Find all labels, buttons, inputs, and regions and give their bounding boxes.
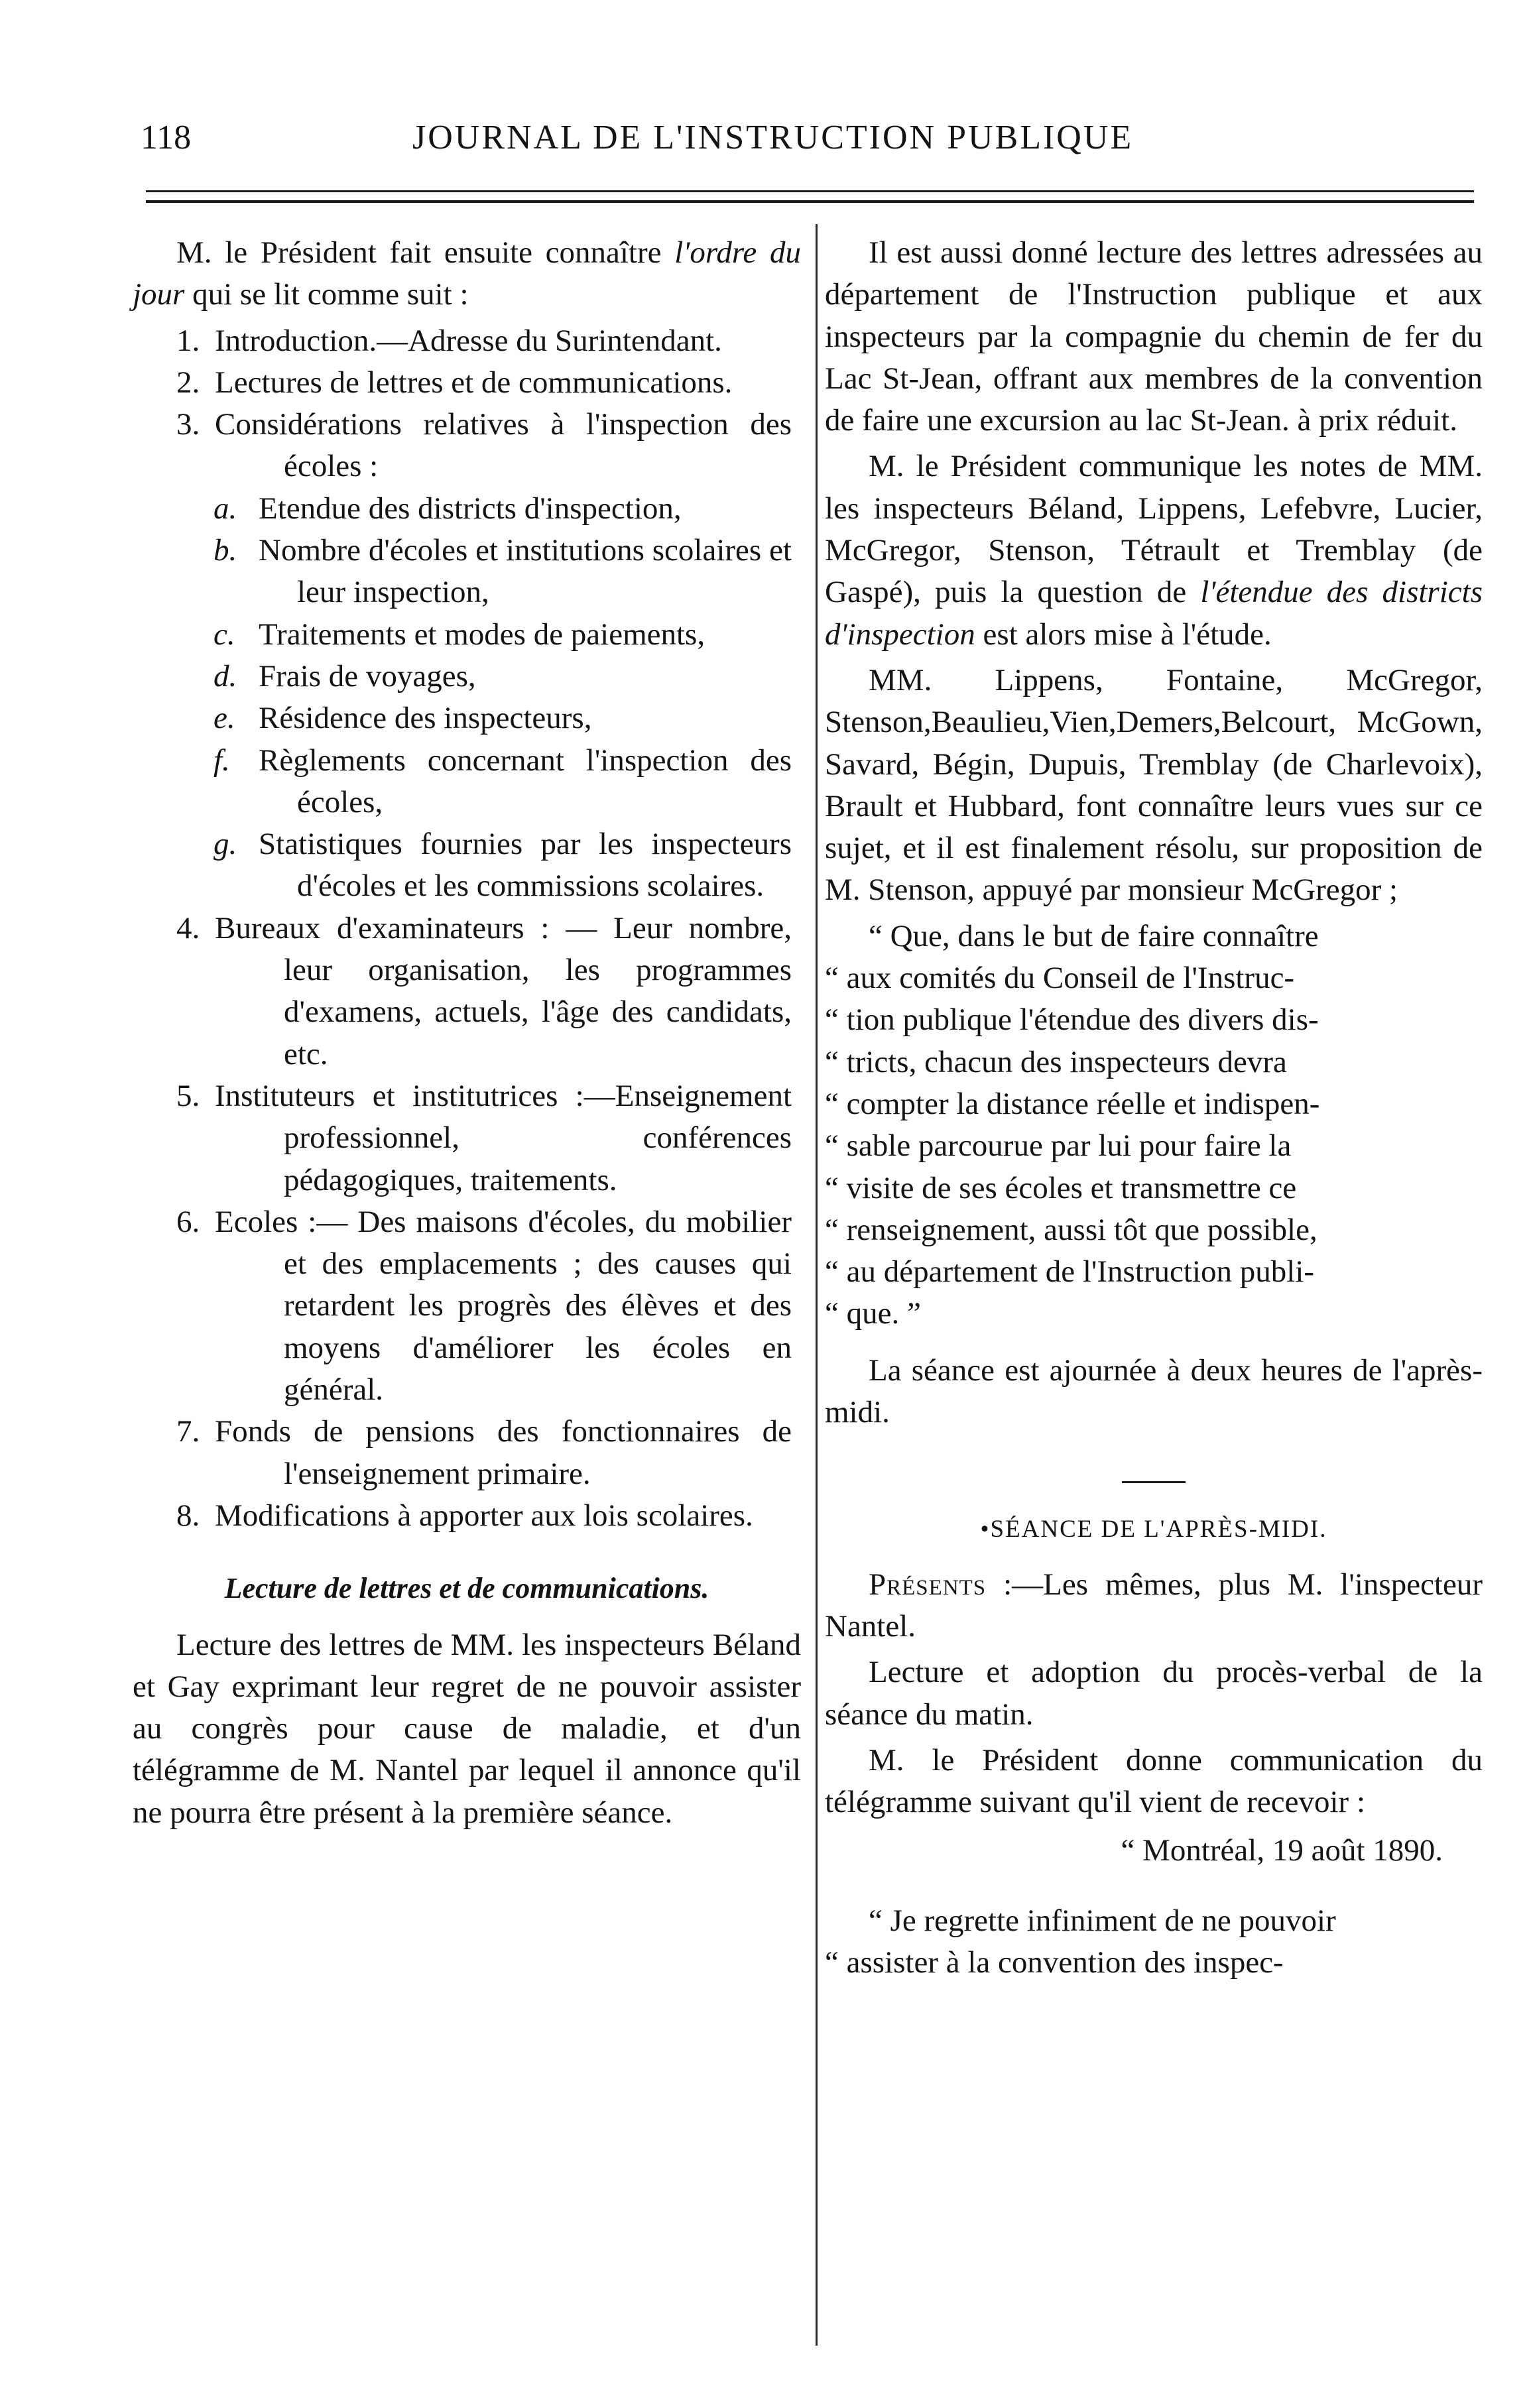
paragraph-minutes: Lecture et adoption du procès-verbal de la séance du matin. [825, 1655, 1483, 1732]
resolution-line: “ sable parcourue par lui pour faire la [825, 1128, 1292, 1164]
agenda-text: Introduction.—Adresse du Surintendant. [215, 323, 722, 358]
header-rule-top [146, 190, 1474, 192]
left-column [133, 232, 801, 1838]
agenda-item [133, 1411, 801, 1495]
agenda-subitem [133, 488, 801, 530]
agenda-sub-text: Etendue des districts d'inspection, [259, 491, 682, 526]
agenda-number: 6. [176, 1204, 200, 1239]
afternoon-session-heading: •SÉANCE DE L'APRÈS-MIDI. [980, 1516, 1327, 1543]
agenda-item [133, 1075, 801, 1201]
telegram-quote-line: “ Je regrette infiniment de ne pouvoir [869, 1903, 1336, 1938]
journal-title: JOURNAL DE L'INSTRUCTION PUBLIQUE [412, 119, 1134, 156]
resolution-line: “ renseignement, aussi tôt que possible, [825, 1212, 1317, 1247]
agenda-subitem [133, 530, 801, 614]
agenda-text: Lectures de lettres et de communications. [215, 365, 733, 400]
agenda-sub-text: Traitements et modes de paiements, [259, 617, 705, 652]
agenda-sub-letter: b. [214, 533, 237, 568]
paragraph-telegram-intro: M. le Président donne communication du télégramme suivant qu'il vient de recevoir : [825, 1742, 1483, 1820]
agenda-number: 1. [176, 323, 200, 358]
agenda-sub-letter: d. [214, 658, 237, 693]
agenda-text: Instituteurs et institutrices :—Enseignement professionnel, conférences pédagogiques, traitements. [215, 1078, 792, 1197]
paragraph-letters-railway: Il est aussi donné lecture des lettres adressées au département de l'Instruction publique et aux inspecteurs par la compagnie du chemin de fer du Lac St-Jean, offrant aux membres de la convention de faire une excursion au lac St-Jean. à prix réduit. [825, 235, 1483, 438]
agenda-sub-text: Frais de voyages, [259, 658, 476, 693]
resolution-line: “ au département de l'Instruction publi- [825, 1254, 1315, 1290]
agenda-number: 7. [176, 1414, 200, 1449]
page-number: 118 [141, 119, 192, 156]
agenda-sub-letter: e. [214, 701, 235, 736]
notes-emphasis: l'étendue des districts d'inspection [825, 575, 1483, 652]
agenda-sub-letter: c. [214, 617, 235, 652]
agenda-item [133, 1201, 801, 1411]
agenda-text: Bureaux d'examinateurs : — Leur nombre, leur organisation, les programmes d'examens, actuels, l'âge des candidats, etc. [215, 910, 792, 1071]
running-head [141, 118, 1467, 164]
agenda-sub-letter: f. [214, 743, 230, 778]
agenda-sub-text: Règlements concernant l'inspection des écoles, [259, 743, 792, 819]
section-heading: Lecture de lettres et de communications. [224, 1572, 709, 1605]
presents-label: Présents [869, 1567, 987, 1602]
agenda-text: Considérations relatives à l'inspection des écoles : [215, 407, 792, 484]
agenda-item [133, 908, 801, 1075]
agenda-sub-letter: g. [214, 827, 237, 862]
telegram-quote-line: “ assister à la convention des inspec- [825, 1945, 1284, 1980]
resolution-line: “ compter la distance réelle et indispen- [825, 1086, 1320, 1121]
agenda-sub-text: Nombre d'écoles et institutions scolaires et leur inspection, [259, 533, 792, 610]
agenda-subitem [133, 740, 801, 824]
agenda-sub-text: Résidence des inspecteurs, [259, 701, 592, 736]
agenda-sub-text: Statistiques fournies par les inspecteurs d'écoles et les commissions scolaires. [259, 827, 792, 904]
resolution-line: “ que. ” [825, 1296, 921, 1331]
agenda-text: Fonds de pensions des fonctionnaires de l'enseignement primaire. [215, 1414, 792, 1491]
resolution-quote [825, 916, 1483, 1335]
agenda-item [133, 404, 801, 488]
paragraph-adjournment: La séance est ajournée à deux heures de l'après-midi. [825, 1353, 1483, 1430]
agenda-number: 2. [176, 365, 200, 400]
agenda-item [133, 362, 801, 404]
presents-text: :—Les mêmes, plus M. l'inspecteur Nantel. [825, 1567, 1483, 1644]
right-column [825, 232, 1483, 1984]
column-divider [816, 224, 818, 2346]
notes-text-end: est alors mise à l'étude. [975, 617, 1272, 652]
resolution-line: “ tion publique l'étendue des divers dis- [825, 1002, 1319, 1038]
letters-paragraph: Lecture des lettres de MM. les inspecteurs Béland et Gay exprimant leur regret de ne pouvoir assister au congrès pour cause de maladie, et d'un télégramme de M. Nantel par lequel il annonce qu'il ne pourra être présent à la première séance. [133, 1627, 801, 1830]
intro-line: M. le Président fait ensuite connaître [176, 235, 662, 270]
notes-text: M. le Président communique les notes de MM. les inspecteurs Béland, Lippens, Lefebvre, Lucier, McGregor, Stenson, Tétrault et Tremblay (de Gaspé), puis la question de [825, 449, 1483, 610]
paragraph-discussion: MM. Lippens, Fontaine, McGregor, Stenson,Beaulieu,Vien,Demers,Belcourt, McGown, Savard, Bégin, Dupuis, Tremblay (de Charlevoix), Brault et Hubbard, font connaître leurs vues sur ce sujet, et il est finalement résolu, sur proposition de M. Stenson, appuyé par monsieur McGregor ; [825, 662, 1483, 908]
agenda-item [133, 320, 801, 362]
section-divider [1122, 1481, 1186, 1483]
telegram-dateline: “ Montréal, 19 août 1890. [1121, 1833, 1443, 1868]
agenda-subitem [133, 614, 801, 656]
paragraph-presents [825, 1564, 1483, 1648]
agenda-text: Ecoles :— Des maisons d'écoles, du mobilier et des emplacements ; des causes qui retardent les progrès des élèves et des moyens d'améliorer les écoles en général. [215, 1204, 792, 1408]
intro-emphasis: l'ordre du jour [133, 235, 801, 312]
intro-rest: qui se lit comme suit : [184, 277, 469, 312]
agenda-list [133, 320, 801, 1537]
agenda-item [133, 1495, 801, 1537]
agenda-subitem [133, 697, 801, 739]
agenda-sub-letter: a. [214, 491, 237, 526]
agenda-text: Modifications à apporter aux lois scolaires. [215, 1498, 753, 1533]
resolution-line: “ Que, dans le but de faire connaître [869, 918, 1319, 953]
agenda-number: 5. [176, 1078, 200, 1113]
resolution-line: “ visite de ses écoles et transmettre ce [825, 1170, 1297, 1205]
agenda-number: 3. [176, 407, 200, 442]
agenda-subitem [133, 656, 801, 697]
agenda-subitem [133, 823, 801, 908]
header-rule-bottom [146, 200, 1474, 203]
agenda-number: 8. [176, 1498, 200, 1533]
paragraph-notes [825, 446, 1483, 655]
resolution-line: “ tricts, chacun des inspecteurs devra [825, 1044, 1287, 1079]
resolution-line: “ aux comités du Conseil de l'Instruc- [825, 961, 1295, 996]
intro-paragraph [133, 232, 801, 316]
agenda-number: 4. [176, 910, 200, 945]
